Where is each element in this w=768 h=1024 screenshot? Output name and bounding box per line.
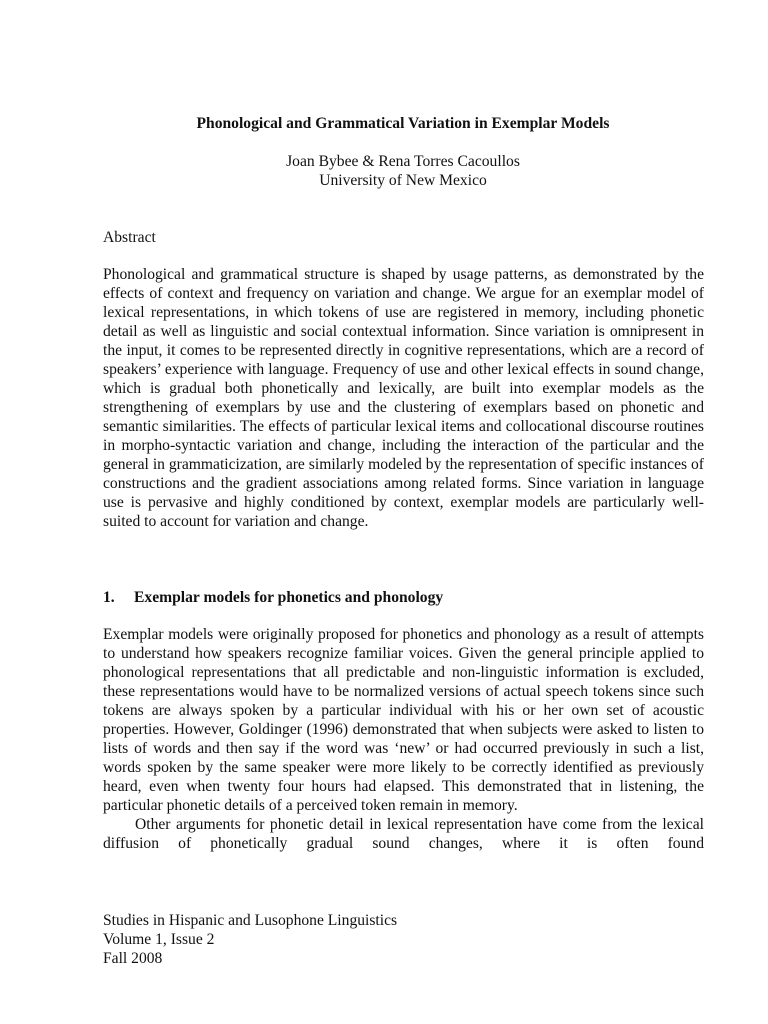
abstract-text: Phonological and grammatical structure is shaped by usage patterns, as demonstrated by the effects of context and frequency on variation and change. We argue for an exemplar model of lexical representations, in which tokens of use are registered in memory, including phonetic detail as well as linguistic and social contextual information. Since variation is omnipresent in the input, it comes to be represented directly in cognitive representations, which are a record of speakers’ experience with language. Frequency of use and other lexical effects in sound change, which is gradual both phonetically and lexically, are built into exemplar models as the strengthening of exemplars by use and the clustering of exemplars based on phonetic and semantic similarities. The effects of particular lexical items and collocational discourse routines in morpho-syntactic variation and change, including the interaction of the particular and the general in grammaticization, are similarly modeled by the representation of specific instances of constructions and the gradient associations among related forms. Since variation in language use is pervasive and highly conditioned by context, exemplar models are particularly well-suited to account for variation and change. xyxy=(103,266,704,530)
paper-title: Phonological and Grammatical Variation in Exemplar Models xyxy=(196,115,610,132)
section-title: Exemplar models for phonetics and phonology xyxy=(134,589,444,606)
section-paragraph-1: Exemplar models were originally proposed for phonetics and phonology as a result of attempts to understand how speakers recognize familiar voices. Given the general principle applied to phonological representations that all predictable and non-linguistic information is excluded, these representations would have to be normalized versions of actual speech tokens since such tokens are always spoken by a particular individual with his or her own set of acoustic properties. However, Goldinger (1996) demonstrated that when subjects were asked to listen to lists of words and then say if the word was ‘new’ or had occurred previously in such a list, words spoken by the same speaker were more likely to be correctly identified as previously heard, even when twenty four hours had elapsed. This demonstrated that in listening, the particular phonetic details of a perceived token remain in memory. xyxy=(103,626,704,814)
section-paragraph-2: Other arguments for phonetic detail in lexical representation have come from the lexical diffusion of phonetically gradual sound changes, where it is often found xyxy=(103,816,704,852)
author-affiliation: University of New Mexico xyxy=(319,172,487,189)
author-names: Joan Bybee & Rena Torres Cacoullos xyxy=(286,153,520,170)
section-body xyxy=(103,625,704,853)
author-block xyxy=(103,152,703,190)
journal-date: Fall 2008 xyxy=(103,950,163,967)
journal-volume: Volume 1, Issue 2 xyxy=(103,931,215,948)
journal-name: Studies in Hispanic and Lusophone Linguistics xyxy=(103,912,398,929)
journal-footer xyxy=(103,911,397,968)
section-heading xyxy=(103,588,443,607)
section-number: 1. xyxy=(103,589,115,606)
abstract-heading: Abstract xyxy=(103,229,156,246)
